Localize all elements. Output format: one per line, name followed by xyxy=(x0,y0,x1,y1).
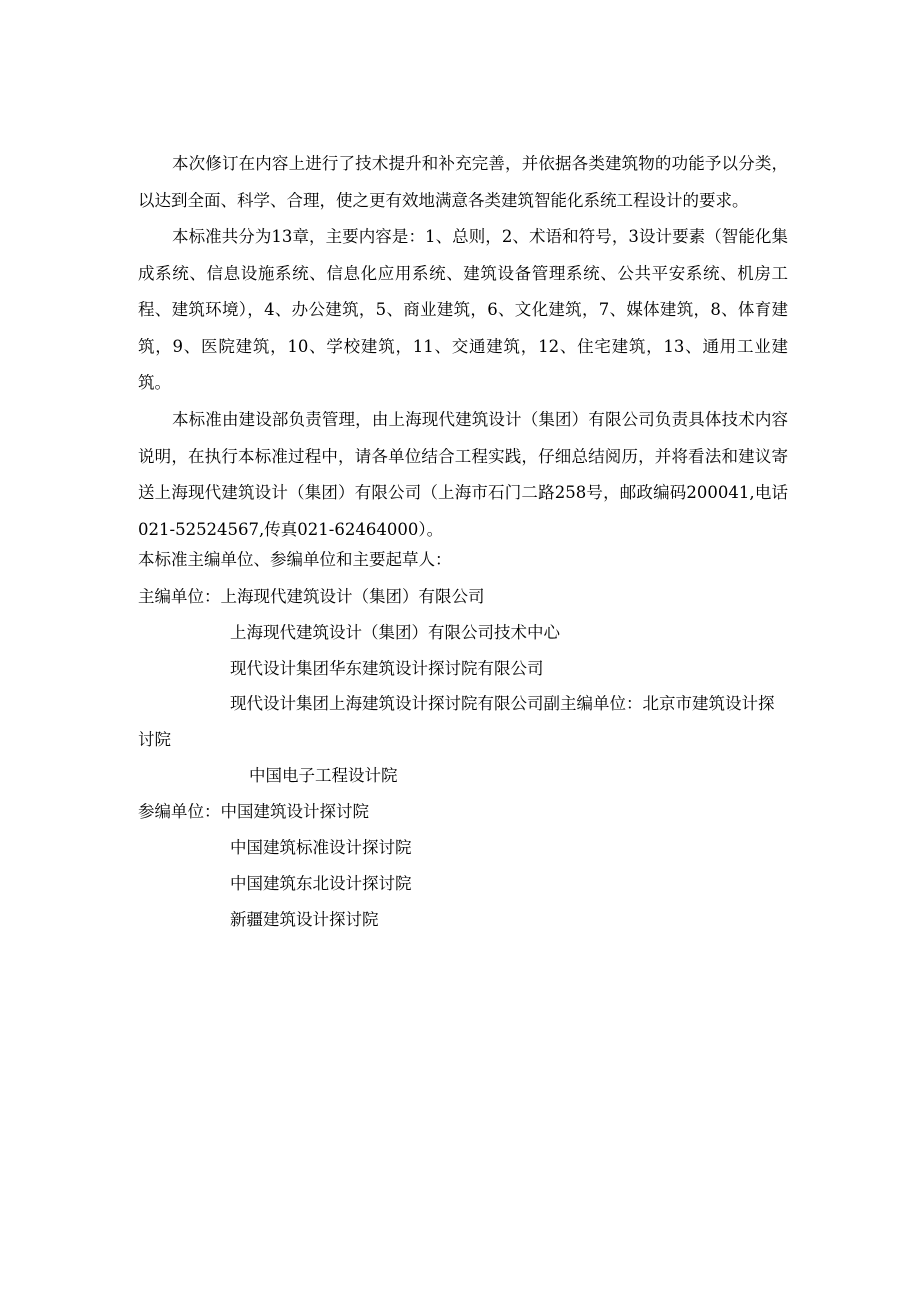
chief-editor-unit-4-and-deputy-unit: 现代设计集团上海建筑设计探讨院有限公司副主编单位：北京市建筑设计探讨院 xyxy=(138,694,775,749)
chief-editor-unit-line: 主编单位：上海现代建筑设计（集团）有限公司 xyxy=(138,587,485,606)
deputy-editor-unit-2: 中国电子工程设计院 xyxy=(249,766,398,785)
chief-editor-unit-3: 现代设计集团华东建筑设计探讨院有限公司 xyxy=(230,659,544,678)
revision-paragraph: 本次修订在内容上进行了技术提升和补充完善，并依据各类建筑物的功能予以分类，以达到全面、科学、合理，使之更有效地满意各类建筑智能化系统工程设计的要求。 xyxy=(138,154,788,210)
participating-unit-2: 中国建筑标准设计探讨院 xyxy=(230,838,412,857)
units-heading: 本标准主编单位、参编单位和主要起草人： xyxy=(138,550,452,569)
participating-unit-line: 参编单位：中国建筑设计探讨院 xyxy=(138,802,369,821)
participating-unit-3: 中国建筑东北设计探讨院 xyxy=(230,874,412,893)
chapters-paragraph: 本标准共分为13章，主要内容是：1、总则，2、术语和符号，3设计要素（智能化集成系统、信息设施系统、信息化应用系统、建筑设备管理系统、公共平安系统、机房工程、建筑环境），4、办公建筑，5、商业建筑，6、文化建筑，7、媒体建筑，8、体育建筑，9、医院建筑，10、学校建筑，11、交通建筑，12、住宅建筑，13、通用工业建筑。 xyxy=(138,227,788,392)
participating-unit-4: 新疆建筑设计探讨院 xyxy=(230,910,379,929)
management-paragraph: 本标准由建设部负责管理，由上海现代建筑设计（集团）有限公司负责具体技术内容说明，在执行本标准过程中，请各单位结合工程实践，仔细总结阅历，并将看法和建议寄送上海现代建筑设计（集团）有限公司（上海市石门二路258号，邮政编码200041,电话021-52524567,传真021-62464000）。 xyxy=(138,410,788,539)
chief-editor-unit-2: 上海现代建筑设计（集团）有限公司技术中心 xyxy=(230,623,560,642)
